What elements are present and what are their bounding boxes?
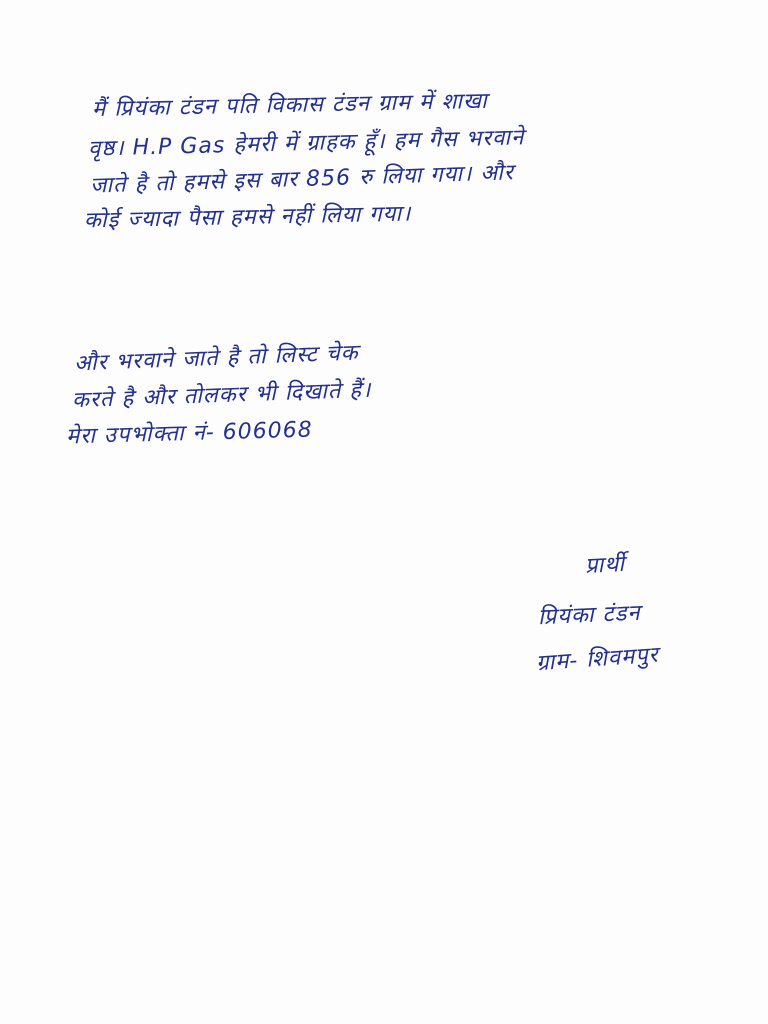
consumer-number-line: मेरा उपभोक्ता नं- 606068 xyxy=(65,417,314,450)
letter-line: मैं प्रियंका टंडन पति विकास टंडन ग्राम में शाखा xyxy=(91,88,488,123)
signature-village: ग्राम- शिवमपुर xyxy=(535,642,660,677)
signature-label: प्रार्थी xyxy=(584,551,626,580)
signature-name: प्रियंका टंडन xyxy=(537,600,642,631)
letter-line: वृष्ठ। H.P Gas हेमरी में ग्राहक हूँ। हम गैस भरवाने xyxy=(87,125,525,162)
letter-line: कोई ज्यादा पैसा हमसे नहीं लिया गया। xyxy=(83,201,412,234)
letter-line: और भरवाने जाते है तो लिस्ट चेक xyxy=(73,340,360,377)
letter-line: जाते है तो हमसे इस बार 856 रु लिया गया। और xyxy=(89,160,515,199)
letter-line: करते है और तोलकर भी दिखाते हैं। xyxy=(71,377,372,414)
